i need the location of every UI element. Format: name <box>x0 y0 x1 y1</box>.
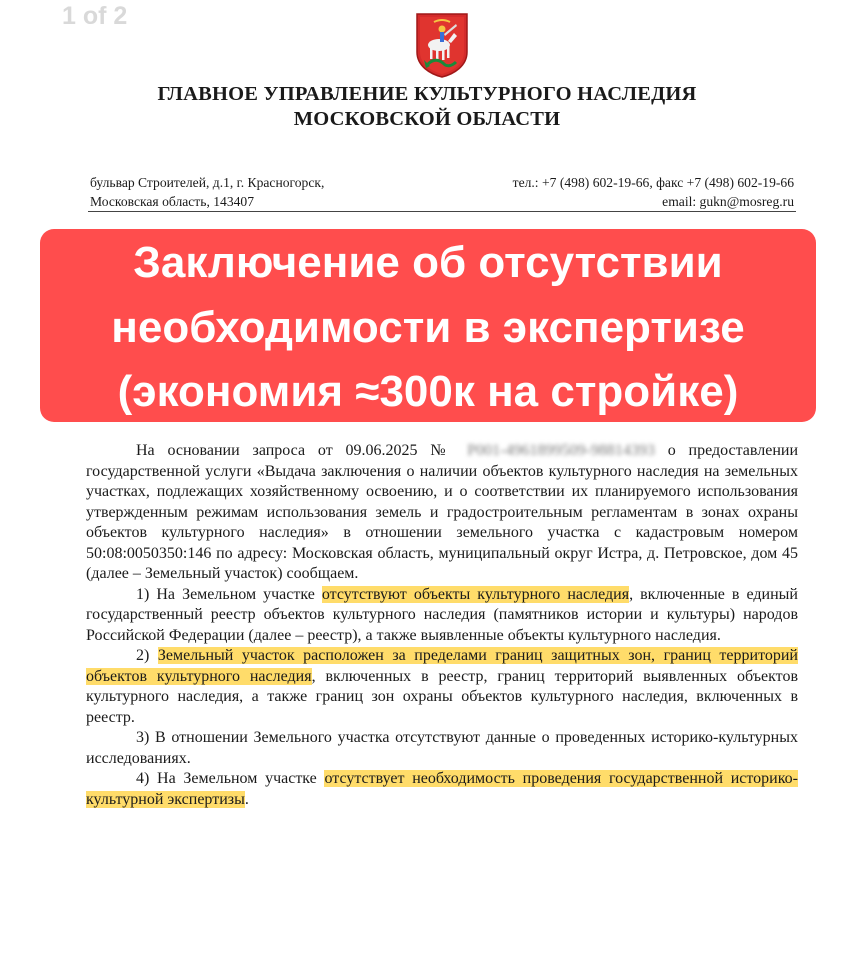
email-line: email: gukn@mosreg.ru <box>662 194 794 209</box>
item2-text-b: , включенных в реестр, границ территорий выявленных объектов культурного наследия, а также границ зон охраны объектов культурного наследия, включенных в реестр. <box>86 667 798 726</box>
address-line2: Московская область, 143407 <box>90 194 255 209</box>
org-title-line2: МОСКОВСКОЙ ОБЛАСТИ <box>293 108 561 130</box>
document-body <box>86 441 798 810</box>
phone-email-block <box>513 173 794 211</box>
org-title-line1: ГЛАВНОЕ УПРАВЛЕНИЕ КУЛЬТУРНОГО НАСЛЕДИЯ <box>157 83 697 105</box>
banner-line3: (экономия ≈300к на стройке) <box>117 367 739 416</box>
item2-text-a: 2) <box>136 647 158 664</box>
item4-text-b: . <box>244 790 249 808</box>
redacted-request-number: P001-4961899509-98814393 <box>467 442 655 459</box>
intro-paragraph <box>86 441 798 585</box>
page-indicator: 1 of 2 <box>62 2 128 30</box>
header-divider <box>88 211 796 212</box>
item4-highlight: отсутствует необходимость проведения государственной историко-культурной экспертизы <box>86 770 798 808</box>
banner-line2: необходимости в экспертизе <box>111 303 745 352</box>
intro-text-a: На основании запроса от 09.06.2025 № <box>136 442 468 459</box>
address-block <box>90 173 324 211</box>
item-3-paragraph: 3) В отношении Земельного участка отсутствуют данные о проведенных историко-культурных исследованиях. <box>86 729 798 767</box>
item1-text-b: , включенные в единый государственный реестр объектов культурного наследия (памятников истории и культуры) народов Российской Федерации (далее – реестр), а также выявленные объекты культурного наследия. <box>86 585 798 644</box>
item4-text-a: 4) На Земельном участке <box>136 770 325 787</box>
address-line1: бульвар Строителей, д.1, г. Красногорск, <box>90 175 325 190</box>
item-1-paragraph <box>86 585 798 647</box>
item2-highlight: Земельный участок расположен за пределами границ защитных зон, границ территорий объектов культурного наследия <box>86 647 798 685</box>
item-2-paragraph <box>86 646 798 728</box>
item1-highlight: отсутствуют объекты культурного наследия <box>321 585 630 603</box>
phone-line: тел.: +7 (498) 602-19-66, факс +7 (498) 602-19-66 <box>512 175 794 190</box>
banner-line1: Заключение об отсутствии <box>133 238 723 287</box>
overlay-banner <box>40 229 816 422</box>
item1-text-a: 1) На Земельном участке <box>136 585 322 603</box>
intro-text-b: о предоставлении государственной услуги «Выдача заключения о наличии объектов культурного наследия на земельных участках, подлежащих хозяйственному освоению, и о соответствии их планируемого использования утвержденным режимам использования земель и градостроительным регламентам в зонах охраны объектов культурного наследия» в отношении земельного участка с кадастровым номером 50:08:0050350:146 по адресу: Московская область, муниципальный округ Истра, д. Петровское, дом 45 (далее – Земельный участок) сообщаем. <box>86 442 799 582</box>
coat-of-arms-icon <box>414 12 470 78</box>
item-4-paragraph <box>86 769 798 810</box>
organization-title <box>0 82 854 132</box>
